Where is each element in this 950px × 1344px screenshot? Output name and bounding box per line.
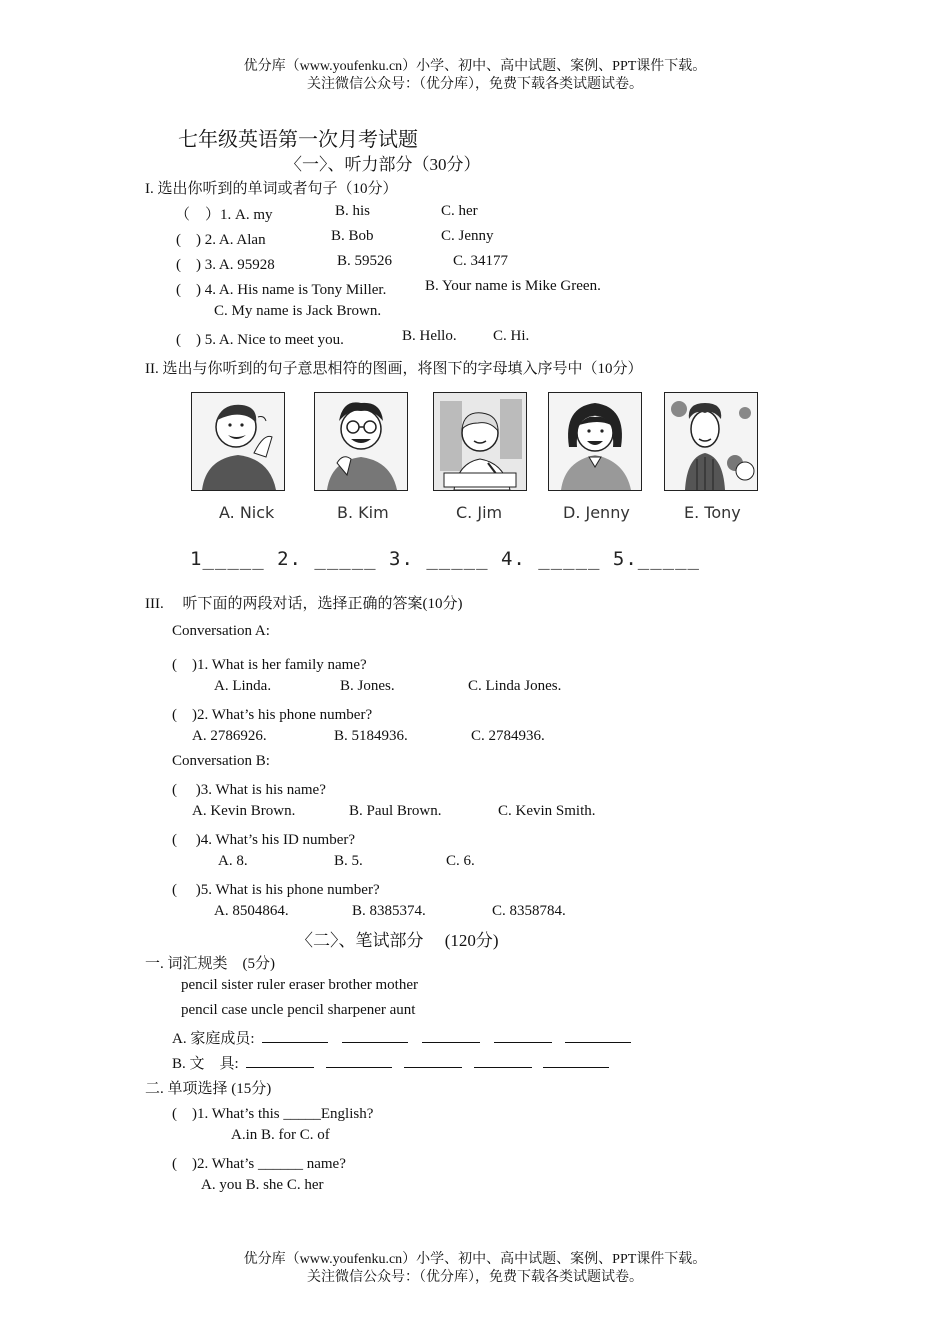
family-blank-3[interactable] xyxy=(422,1028,480,1043)
s3-q2-c: C. 2784936. xyxy=(471,728,545,744)
choice-q2: ( )2. What’s ______ name? xyxy=(172,1156,346,1172)
section1-heading: I. 选出你听到的单词或者句子（10分） xyxy=(145,181,398,197)
picture-label-c: C. Jim xyxy=(456,503,503,522)
picture-tony xyxy=(664,392,758,491)
picture-jim xyxy=(433,392,527,491)
s3-q4: ( )4. What’s his ID number? xyxy=(172,832,356,848)
s1-item-2-c: C. Jenny xyxy=(441,228,494,244)
s1-item-3-b: B. 59526 xyxy=(337,253,393,269)
s1-item-2-b: B. Bob xyxy=(331,228,374,244)
picture-label-b: B. Kim xyxy=(337,503,389,522)
stationery-blank-3[interactable] xyxy=(404,1053,462,1068)
picture-nick xyxy=(191,392,285,491)
s3-q2: ( )2. What’s his phone number? xyxy=(172,707,373,723)
section3-heading: III. 听下面的两段对话，选择正确的答案(10分) xyxy=(145,596,463,612)
choice-heading: 二. 单项选择 (15分) xyxy=(145,1081,272,1097)
s1-item-2-a: ( ) 2. A. Alan xyxy=(176,232,266,248)
s1-item-5-a: ( ) 5. A. Nice to meet you. xyxy=(176,332,344,348)
header-line-1: 优分库（www.youfenku.cn）小学、初中、高中试题、案例、PPT课件下载。 xyxy=(243,59,707,74)
conversation-b-label: Conversation B: xyxy=(172,753,270,769)
s3-q1-c: C. Linda Jones. xyxy=(468,678,562,694)
s3-q3-a: A. Kevin Brown. xyxy=(192,803,296,819)
s1-item-4-b: B. Your name is Mike Green. xyxy=(425,278,601,294)
s3-q3-b: B. Paul Brown. xyxy=(349,803,442,819)
picture-label-e: E. Tony xyxy=(684,503,741,522)
s1-item-3-c: C. 34177 xyxy=(453,253,509,269)
header-line-2: 关注微信公众号：（优分库），免费下载各类试题试卷。 xyxy=(307,77,643,92)
s3-q1-a: A. Linda. xyxy=(214,678,272,694)
s3-q5: ( )5. What is his phone number? xyxy=(172,882,380,898)
s3-q5-c: C. 8358784. xyxy=(492,903,566,919)
stationery-label: B. 文 具: xyxy=(172,1056,239,1072)
picture-answer-blanks[interactable]: 1_____ 2. _____ 3. _____ 4. _____ 5._____ xyxy=(190,548,700,570)
s3-q1: ( )1. What is her family name? xyxy=(172,657,367,673)
family-blank-5[interactable] xyxy=(565,1028,631,1043)
part2-title: 〈二〉、笔试部分 (120分) xyxy=(296,931,499,950)
vocab-words-line-2: pencil case uncle pencil sharpener aunt xyxy=(181,1002,416,1018)
conversation-a-label: Conversation A: xyxy=(172,623,270,639)
s1-item-3-a: ( ) 3. A. 95928 xyxy=(176,257,275,273)
family-members-label: A. 家庭成员: xyxy=(172,1031,255,1047)
picture-label-a: A. Nick xyxy=(219,503,275,522)
s1-item-4-c: C. My name is Jack Brown. xyxy=(214,303,382,319)
family-members-row xyxy=(172,1027,631,1048)
s1-item-1-a: （ ）1. A. my xyxy=(175,207,273,223)
picture-jenny xyxy=(548,392,642,491)
part1-title: 〈一〉、听力部分（30分） xyxy=(285,155,481,174)
picture-kim xyxy=(314,392,408,491)
s3-q5-a: A. 8504864. xyxy=(214,903,289,919)
s1-item-1-b: B. his xyxy=(335,203,371,219)
choice-q1: ( )1. What’s this _____English? xyxy=(172,1106,374,1122)
footer-line-1: 优分库（www.youfenku.cn）小学、初中、高中试题、案例、PPT课件下载。 xyxy=(243,1252,707,1267)
s3-q4-b: B. 5. xyxy=(334,853,363,869)
s1-item-5-c: C. Hi. xyxy=(493,328,530,344)
choice-q1-options: A.in B. for C. of xyxy=(231,1127,330,1143)
picture-label-d: D. Jenny xyxy=(563,503,630,522)
family-blank-2[interactable] xyxy=(342,1028,408,1043)
stationery-row xyxy=(172,1052,609,1073)
s3-q3: ( )3. What is his name? xyxy=(172,782,326,798)
s3-q1-b: B. Jones. xyxy=(340,678,395,694)
s1-item-4-a: ( ) 4. A. His name is Tony Miller. xyxy=(176,282,387,298)
s3-q4-c: C. 6. xyxy=(446,853,475,869)
family-blank-4[interactable] xyxy=(494,1028,552,1043)
stationery-blank-2[interactable] xyxy=(326,1053,392,1068)
vocab-heading: 一. 词汇规类 (5分) xyxy=(145,956,275,972)
s3-q5-b: B. 8385374. xyxy=(352,903,426,919)
vocab-words-line-1: pencil sister ruler eraser brother mother xyxy=(181,977,418,993)
stationery-blank-1[interactable] xyxy=(246,1053,314,1068)
s3-q3-c: C. Kevin Smith. xyxy=(498,803,596,819)
s1-item-1-c: C. her xyxy=(441,203,478,219)
s1-item-5-b: B. Hello. xyxy=(402,328,457,344)
family-blank-1[interactable] xyxy=(262,1028,328,1043)
s3-q4-a: A. 8. xyxy=(218,853,248,869)
section2-heading: II. 选出与你听到的句子意思相符的图画，将图下的字母填入序号中（10分） xyxy=(145,361,643,377)
s3-q2-a: A. 2786926. xyxy=(192,728,267,744)
s3-q2-b: B. 5184936. xyxy=(334,728,408,744)
stationery-blank-5[interactable] xyxy=(543,1053,609,1068)
choice-q2-options: A. you B. she C. her xyxy=(201,1177,324,1193)
exam-title: 七年级英语第一次月考试题 xyxy=(178,129,418,151)
stationery-blank-4[interactable] xyxy=(474,1053,532,1068)
footer-line-2: 关注微信公众号：（优分库），免费下载各类试题试卷。 xyxy=(307,1270,643,1285)
